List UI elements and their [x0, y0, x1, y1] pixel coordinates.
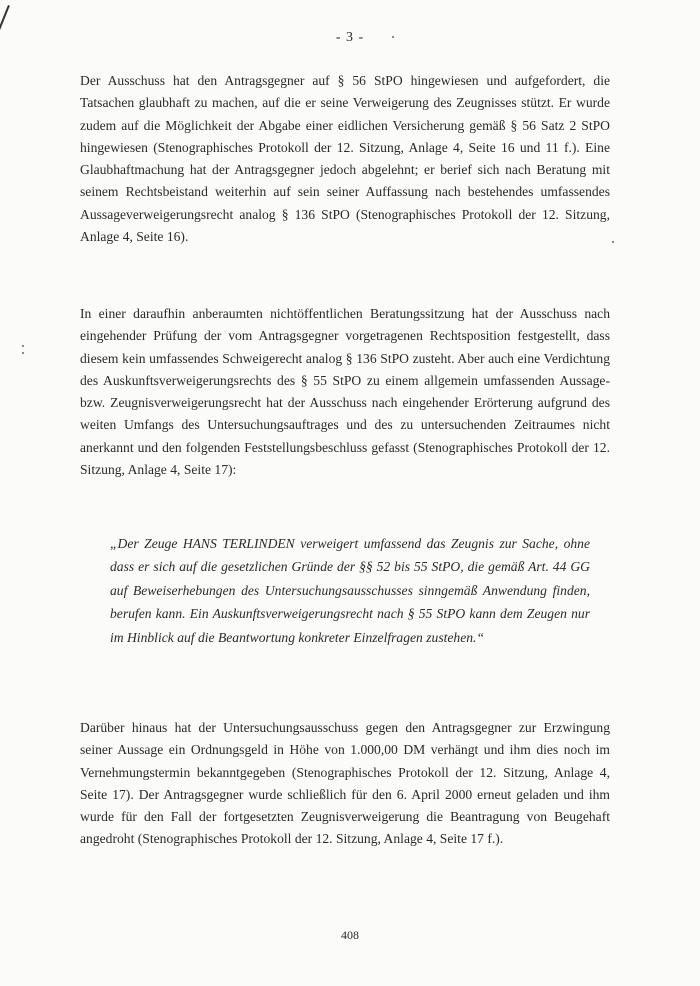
paragraph-3: Darüber hinaus hat der Untersuchungsausschuss gegen den Antragsgegner zur Erzwingung seiner Aussage ein Ordnungsgeld in Höhe von 1.000,00 DM verhängt und ihm dies noch im Vernehmungstermin bekanntgegeben (Stenographisches Protokoll der 12. Sitzung, Anlage 4, Seite 17). Der Antragsgegner wurde schließlich für den 6. April 2000 erneut geladen und ihm wurde für den Fall der fortgesetzten Zeugnisverweigerung die Beantragung von Beugehaft angedroht (Stenographisches Protokoll der 12. Sitzung, Anlage 4, Seite 17 f.). [80, 720, 610, 847]
paragraph-2: In einer daraufhin anberaumten nichtöffentlichen Beratungssitzung hat der Ausschuss nach eingehender Prüfung der vom Antragsgegner vorgetragenen Rechtsposition festgestellt, dass diesem kein umfassendes Schweigerecht analog § 136 StPO zusteht. Aber auch eine Verdichtung des Auskunftsverweigerungsrechts des § 55 StPO zu einem allgemein umfassenden Aussage- bzw. Zeugnisverweigerungsrecht hat der Ausschuss nach eingehender Erörterung aufgrund des weiten Umfangs des Untersuchungsauftrages und des zu untersuchenden Zeitraumes nicht anerkannt und den folgenden Feststellungsbeschluss gefasst (Stenographisches Protokoll der 12. Sitzung, Anlage 4, Seite 17): [80, 306, 610, 478]
paragraph-1: Der Ausschuss hat den Antragsgegner auf § 56 StPO hingewiesen und aufgefordert, die Tatsachen glaubhaft zu machen, auf die er seine Verweigerung des Zeugnisses stützt. Er wurde zudem auf die Möglichkeit der Abgabe einer eidlichen Versicherung gemäß § 56 Satz 2 StPO hingewiesen (Stenographisches Protokoll der 12. Sitzung, Anlage 4, Seite 16 und 11 f.). Eine Glaubhaftmachung hat der Antragsgegner jedoch abgelehnt; er berief sich nach Beratung mit seinem Rechtsbeistand weiterhin auf sein seiner Auffassung nach bestehendes umfassendes Aussageverweigerungsrecht analog § 136 StPO (Stenographisches Protokoll der 12. Sitzung, Anlage 4, Seite 16). [80, 73, 610, 245]
scan-speck [22, 345, 24, 347]
page-number-bottom: 408 [341, 928, 359, 942]
scan-speck [612, 241, 614, 243]
block-quote-resolution: „Der Zeuge HANS TERLINDEN verweigert umfassend das Zeugnis zur Sache, ohne dass er sich auf die gesetzlichen Gründe der §§ 52 bis 55 StPO, die gemäß Art. 44 GG auf Beweiserhebungen des Untersuchungsausschusses sinngemäß Anwendung finden, berufen kann. Ein Auskunftsverweigerungsrecht nach § 55 StPO kann dem Zeugen nur im Hinblick auf die Beantwortung konkreter Einzelfragen zustehen.“ [110, 536, 590, 645]
scan-speck [392, 36, 394, 38]
scan-speck [22, 352, 24, 354]
page-number-top: - 3 - [335, 30, 365, 45]
